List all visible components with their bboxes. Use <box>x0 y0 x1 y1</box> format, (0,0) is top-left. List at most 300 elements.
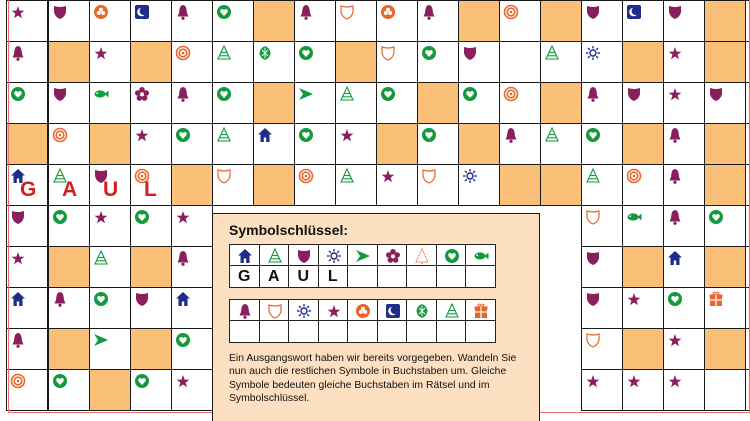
grid-cell[interactable] <box>540 41 582 83</box>
row1-symbol-cell <box>436 244 467 266</box>
sun-icon <box>294 301 314 321</box>
grid-cell[interactable] <box>171 41 213 83</box>
grid-cell[interactable] <box>622 164 664 206</box>
fish-icon <box>624 207 644 227</box>
star-icon <box>624 371 644 391</box>
heart-icon <box>460 84 480 104</box>
grid-cell[interactable] <box>335 164 377 206</box>
bell-icon <box>583 84 603 104</box>
bell-icon <box>296 2 316 22</box>
grid-letter: A <box>62 178 78 201</box>
grid-cell[interactable] <box>704 123 746 165</box>
grid-letter: L <box>144 178 157 201</box>
tree-icon <box>265 246 285 266</box>
grid-cell[interactable] <box>48 123 90 165</box>
grid-cell[interactable] <box>704 287 746 329</box>
row1-symbol-cell <box>406 244 437 266</box>
xmastree-icon <box>412 246 432 266</box>
tree-icon <box>337 84 357 104</box>
shield-icon <box>583 289 603 309</box>
grid-cell[interactable] <box>663 246 705 288</box>
bell-icon <box>665 207 685 227</box>
row1-symbol-cell <box>259 244 290 266</box>
row2-letter-cell[interactable] <box>436 320 467 343</box>
heart-icon <box>8 84 28 104</box>
shield-icon <box>665 2 685 22</box>
crest-icon <box>583 330 603 350</box>
grid-cell[interactable] <box>622 328 664 370</box>
grid-cell[interactable] <box>130 287 172 329</box>
grid-cell[interactable] <box>376 0 418 42</box>
bell-icon <box>419 2 439 22</box>
crest-icon <box>214 166 234 186</box>
grid-cell[interactable] <box>540 123 582 165</box>
heart-icon <box>296 125 316 145</box>
grid-cell[interactable] <box>376 41 418 83</box>
bell-icon <box>173 2 193 22</box>
row1-symbol-cell <box>465 244 496 266</box>
grid-cell[interactable] <box>89 41 131 83</box>
sun-icon <box>460 166 480 186</box>
gift-icon <box>471 301 491 321</box>
grid-cell[interactable] <box>294 41 336 83</box>
grid-cell[interactable] <box>499 82 541 124</box>
grid-cell[interactable] <box>622 369 664 411</box>
star-icon <box>665 84 685 104</box>
heart-icon <box>378 84 398 104</box>
grid-cell[interactable] <box>171 82 213 124</box>
grid-cell[interactable] <box>458 0 500 42</box>
shield-icon <box>583 2 603 22</box>
grid-cell[interactable] <box>294 82 336 124</box>
crest-icon <box>337 2 357 22</box>
key-letter: L <box>327 268 338 285</box>
heart-icon <box>419 125 439 145</box>
row1-symbol-cell <box>318 244 349 266</box>
star-icon <box>583 371 603 391</box>
heart-icon <box>214 2 234 22</box>
shield-icon <box>706 84 726 104</box>
grid-cell[interactable] <box>663 164 705 206</box>
target-icon <box>296 166 316 186</box>
grid-cell[interactable] <box>581 328 623 370</box>
grid-cell[interactable] <box>294 0 336 42</box>
leaf-icon <box>412 301 432 321</box>
grid-cell[interactable] <box>253 41 295 83</box>
heart-icon <box>706 207 726 227</box>
grid-cell[interactable] <box>335 0 377 42</box>
grid-cell[interactable] <box>48 287 90 329</box>
leaf-icon <box>255 43 275 63</box>
grid-cell[interactable] <box>458 41 500 83</box>
grid-cell[interactable] <box>499 41 541 83</box>
grid-cell[interactable] <box>130 205 172 247</box>
symbol-key-title: Symbolschlüssel: <box>229 222 349 238</box>
grid-cell[interactable] <box>622 0 664 42</box>
heart-icon <box>132 371 152 391</box>
grid-cell[interactable] <box>663 205 705 247</box>
grid-cell[interactable] <box>376 164 418 206</box>
grid-cell[interactable] <box>417 0 459 42</box>
grid-cell[interactable] <box>417 164 459 206</box>
target-icon <box>501 2 521 22</box>
grid-cell[interactable] <box>212 164 254 206</box>
row1-symbol-cell <box>347 244 378 266</box>
grid-cell[interactable] <box>417 41 459 83</box>
heart-icon <box>91 289 111 309</box>
moon-icon <box>132 2 152 22</box>
tree-icon <box>583 166 603 186</box>
bell-icon <box>665 166 685 186</box>
target-icon <box>501 84 521 104</box>
row1-letter-cell[interactable] <box>229 265 260 288</box>
grid-cell[interactable] <box>458 164 500 206</box>
grid-cell[interactable] <box>171 246 213 288</box>
grid-cell[interactable] <box>704 0 746 42</box>
moon-icon <box>383 301 403 321</box>
tree-icon <box>91 248 111 268</box>
grid-cell[interactable] <box>253 0 295 42</box>
grid-cell[interactable] <box>540 0 582 42</box>
house-icon <box>665 248 685 268</box>
target-icon <box>8 371 28 391</box>
shield-icon <box>8 207 28 227</box>
grid-cell[interactable] <box>212 123 254 165</box>
grid-cell[interactable] <box>622 205 664 247</box>
key-letter: G <box>238 268 251 285</box>
target-icon <box>50 125 70 145</box>
house-icon <box>8 289 28 309</box>
grid-cell[interactable] <box>499 0 541 42</box>
grid-cell[interactable] <box>130 369 172 411</box>
grid-cell[interactable] <box>130 123 172 165</box>
grid-cell[interactable] <box>171 205 213 247</box>
row2-symbol-cell <box>436 299 467 321</box>
gift-icon <box>706 289 726 309</box>
grid-cell[interactable] <box>130 41 172 83</box>
row2-symbol-cell <box>229 299 260 321</box>
sun-icon <box>324 246 344 266</box>
grid-cell[interactable] <box>212 0 254 42</box>
arrow-icon <box>353 246 373 266</box>
bell-icon <box>501 125 521 145</box>
grid-letter: U <box>103 178 119 201</box>
grid-cell[interactable] <box>704 328 746 370</box>
grid-cell[interactable] <box>89 287 131 329</box>
grid-cell[interactable] <box>622 82 664 124</box>
bell-icon <box>235 301 255 321</box>
shield-icon <box>132 289 152 309</box>
grid-cell[interactable] <box>745 246 750 288</box>
grid-cell[interactable] <box>6 328 48 370</box>
row1-letter-cell[interactable] <box>347 265 378 288</box>
row2-symbol-cell <box>288 299 319 321</box>
grid-cell[interactable] <box>704 164 746 206</box>
crest-icon <box>378 43 398 63</box>
grid-cell[interactable] <box>6 287 48 329</box>
row1-letter-cell[interactable] <box>259 265 290 288</box>
grid-cell[interactable] <box>212 82 254 124</box>
house-icon <box>255 125 275 145</box>
tree-icon <box>542 43 562 63</box>
shield-icon <box>50 84 70 104</box>
grid-cell[interactable] <box>663 369 705 411</box>
grid-cell[interactable] <box>704 205 746 247</box>
grid-cell[interactable] <box>253 123 295 165</box>
grid-cell[interactable] <box>663 287 705 329</box>
row1-letter-cell[interactable] <box>288 265 319 288</box>
grid-cell[interactable] <box>581 205 623 247</box>
heart-icon <box>214 84 234 104</box>
star-icon <box>665 330 685 350</box>
heart-icon <box>173 330 193 350</box>
heart-icon <box>583 125 603 145</box>
house-icon <box>235 246 255 266</box>
arrow-icon <box>91 330 111 350</box>
grid-cell[interactable] <box>704 246 746 288</box>
bell-icon <box>8 43 28 63</box>
grid-cell[interactable] <box>335 123 377 165</box>
grid-cell[interactable] <box>745 41 750 83</box>
grid-cell[interactable] <box>48 82 90 124</box>
row2-letter-cell[interactable] <box>318 320 349 343</box>
row2-letter-cell[interactable] <box>288 320 319 343</box>
grid-cell[interactable] <box>663 0 705 42</box>
star-icon <box>337 125 357 145</box>
bell-icon <box>665 125 685 145</box>
grid-cell[interactable] <box>581 246 623 288</box>
heart-icon <box>296 43 316 63</box>
house-icon <box>173 289 193 309</box>
grid-cell[interactable] <box>48 205 90 247</box>
instructions-text: Ein Ausgangswort haben wir bereits vorgegeben. Wandeln Sie nun auch die restlichen Symbole in Buchstaben um. Gleiche Symbole bedeuten gleiche Buchstaben im Rätsel und im Symbolschlüssel. <box>229 353 517 405</box>
row2-letter-cell[interactable] <box>229 320 260 343</box>
grid-cell[interactable] <box>89 0 131 42</box>
row1-letter-cell[interactable] <box>465 265 496 288</box>
grid-cell[interactable] <box>745 287 750 329</box>
grid-cell[interactable] <box>130 82 172 124</box>
star-icon <box>173 207 193 227</box>
clover-icon <box>91 2 111 22</box>
row1-letter-cell[interactable] <box>436 265 467 288</box>
grid-cell[interactable] <box>6 123 48 165</box>
grid-cell[interactable] <box>581 41 623 83</box>
grid-cell[interactable] <box>704 82 746 124</box>
grid-cell[interactable] <box>499 123 541 165</box>
grid-cell[interactable] <box>171 369 213 411</box>
grid-cell[interactable] <box>745 369 750 411</box>
grid-letter: G <box>20 178 37 201</box>
grid-cell[interactable] <box>581 123 623 165</box>
grid-cell[interactable] <box>6 246 48 288</box>
target-icon <box>624 166 644 186</box>
star-icon <box>378 166 398 186</box>
row2-symbol-cell <box>465 299 496 321</box>
grid-cell[interactable] <box>663 123 705 165</box>
star-icon <box>324 301 344 321</box>
row1-symbol-cell <box>377 244 408 266</box>
row2-letter-cell[interactable] <box>259 320 290 343</box>
row2-symbol-cell <box>347 299 378 321</box>
row1-letter-cell[interactable] <box>406 265 437 288</box>
shield-icon <box>50 2 70 22</box>
grid-cell[interactable] <box>6 82 48 124</box>
grid-cell[interactable] <box>335 41 377 83</box>
shield-icon <box>294 246 314 266</box>
grid-cell[interactable] <box>89 246 131 288</box>
tree-icon <box>214 125 234 145</box>
star-icon <box>8 248 28 268</box>
grid-cell[interactable] <box>499 164 541 206</box>
row1-letter-cell[interactable] <box>318 265 349 288</box>
grid-cell[interactable] <box>540 82 582 124</box>
sun-icon <box>583 43 603 63</box>
tree-icon <box>442 301 462 321</box>
tree-icon <box>214 43 234 63</box>
grid-cell[interactable] <box>171 164 213 206</box>
tree-icon <box>337 166 357 186</box>
grid-cell[interactable] <box>581 287 623 329</box>
grid-cell[interactable] <box>89 369 131 411</box>
row2-symbol-cell <box>259 299 290 321</box>
flower-icon <box>383 246 403 266</box>
grid-cell[interactable] <box>171 123 213 165</box>
grid-cell[interactable] <box>581 164 623 206</box>
grid-cell[interactable] <box>6 205 48 247</box>
grid-cell[interactable] <box>130 328 172 370</box>
grid-cell[interactable] <box>745 82 750 124</box>
grid-cell[interactable] <box>6 0 48 42</box>
grid-cell[interactable] <box>745 123 750 165</box>
grid-cell[interactable] <box>745 164 750 206</box>
star-icon <box>665 371 685 391</box>
grid-cell[interactable] <box>294 164 336 206</box>
star-icon <box>91 43 111 63</box>
shield-icon <box>460 43 480 63</box>
row1-symbol-cell <box>229 244 260 266</box>
grid-cell[interactable] <box>622 246 664 288</box>
row1-letter-cell[interactable] <box>377 265 408 288</box>
heart-icon <box>665 289 685 309</box>
grid-cell[interactable] <box>417 82 459 124</box>
grid-cell[interactable] <box>417 123 459 165</box>
key-letter: A <box>267 268 280 285</box>
flower-icon <box>132 84 152 104</box>
grid-cell[interactable] <box>704 369 746 411</box>
grid-cell[interactable] <box>253 82 295 124</box>
grid-cell[interactable] <box>581 0 623 42</box>
row2-letter-cell[interactable] <box>347 320 378 343</box>
heart-icon <box>442 246 462 266</box>
grid-cell[interactable] <box>622 123 664 165</box>
grid-cell[interactable] <box>663 328 705 370</box>
row2-letter-cell[interactable] <box>377 320 408 343</box>
grid-cell[interactable] <box>6 41 48 83</box>
row2-symbol-cell <box>377 299 408 321</box>
fish-icon <box>91 84 111 104</box>
star-icon <box>624 289 644 309</box>
grid-cell[interactable] <box>48 41 90 83</box>
heart-icon <box>132 207 152 227</box>
grid-cell[interactable] <box>663 41 705 83</box>
clover-icon <box>353 301 373 321</box>
grid-cell[interactable] <box>745 205 750 247</box>
grid-cell[interactable] <box>376 82 418 124</box>
arrow-icon <box>296 84 316 104</box>
grid-cell[interactable] <box>89 328 131 370</box>
crest-icon <box>419 166 439 186</box>
bell-icon <box>173 248 193 268</box>
grid-cell[interactable] <box>745 0 750 42</box>
grid-cell[interactable] <box>89 123 131 165</box>
bell-icon <box>173 84 193 104</box>
grid-cell[interactable] <box>458 123 500 165</box>
grid-cell[interactable] <box>48 0 90 42</box>
star-icon <box>665 43 685 63</box>
star-icon <box>8 2 28 22</box>
grid-cell[interactable] <box>745 328 750 370</box>
bell-icon <box>8 330 28 350</box>
row2-letter-cell[interactable] <box>465 320 496 343</box>
grid-cell[interactable] <box>89 82 131 124</box>
grid-cell[interactable] <box>48 328 90 370</box>
moon-icon <box>624 2 644 22</box>
star-icon <box>132 125 152 145</box>
grid-cell[interactable] <box>335 82 377 124</box>
grid-cell[interactable] <box>130 0 172 42</box>
shield-icon <box>624 84 644 104</box>
tree-icon <box>542 125 562 145</box>
row2-letter-cell[interactable] <box>406 320 437 343</box>
star-icon <box>91 207 111 227</box>
grid-cell[interactable] <box>704 41 746 83</box>
grid-cell[interactable] <box>171 287 213 329</box>
bell-icon <box>50 289 70 309</box>
grid-cell[interactable] <box>48 246 90 288</box>
grid-cell[interactable] <box>171 328 213 370</box>
grid-cell[interactable] <box>540 164 582 206</box>
grid-cell[interactable] <box>622 287 664 329</box>
grid-cell[interactable] <box>376 123 418 165</box>
grid-cell[interactable] <box>48 369 90 411</box>
grid-cell[interactable] <box>581 369 623 411</box>
grid-cell[interactable] <box>212 41 254 83</box>
row2-symbol-cell <box>318 299 349 321</box>
grid-cell[interactable] <box>458 82 500 124</box>
target-icon <box>173 43 193 63</box>
symbol-key-panel <box>212 213 540 421</box>
row2-symbol-cell <box>406 299 437 321</box>
grid-cell[interactable] <box>294 123 336 165</box>
star-icon <box>173 371 193 391</box>
grid-cell[interactable] <box>171 0 213 42</box>
grid-cell[interactable] <box>622 41 664 83</box>
grid-cell[interactable] <box>663 82 705 124</box>
heart-icon <box>419 43 439 63</box>
crest-icon <box>583 207 603 227</box>
crest-icon <box>265 301 285 321</box>
grid-cell[interactable] <box>6 369 48 411</box>
heart-icon <box>50 371 70 391</box>
grid-cell[interactable] <box>130 246 172 288</box>
fish-icon <box>471 246 491 266</box>
grid-cell[interactable] <box>89 205 131 247</box>
row1-symbol-cell <box>288 244 319 266</box>
grid-cell[interactable] <box>253 164 295 206</box>
heart-icon <box>50 207 70 227</box>
grid-cell[interactable] <box>581 82 623 124</box>
key-letter: U <box>297 268 310 285</box>
